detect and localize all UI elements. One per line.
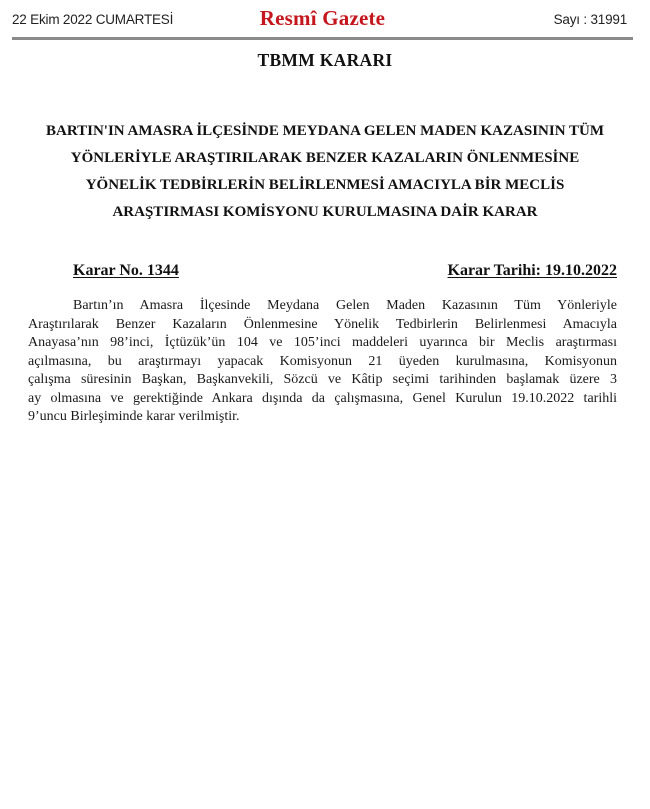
body-line: çalışma süresinin Başkan, Başkanvekili, Sözcü ve Kâtip seçimi tarihinden başlamak üzere 3 bbox=[28, 372, 617, 387]
decision-meta bbox=[73, 262, 617, 284]
section-title: TBMM KARARI bbox=[257, 50, 393, 70]
body-line: ay olmasına ve gerektiğinde Ankara dışında da çalışmasına, Genel Kurulun 19.10.2022 tarihli bbox=[28, 390, 617, 406]
body-line: Araştırılarak Benzer Kazaların Önlenmesine Yönelik Tedbirlerin Belirlenmesi Amacıyla bbox=[28, 316, 617, 332]
body-line: 9’uncu Birleşiminde karar verilmiştir. bbox=[28, 409, 240, 424]
body-line: Anayasa’nın 98’inci, İçtüzük’ün 104 ve 105’inci maddeleri uyarınca bir Meclis araştırması bbox=[28, 335, 617, 350]
issue-number: Sayı : 31991 bbox=[553, 12, 627, 27]
decision-title-line: BARTIN'IN AMASRA İLÇESİNDE MEYDANA GELEN MADEN KAZASININ TÜM bbox=[45, 123, 605, 139]
decision-body bbox=[28, 297, 617, 427]
gazette-title: Resmî Gazete bbox=[259, 6, 386, 30]
decision-title bbox=[10, 118, 640, 226]
decision-date: Karar Tarihi: 19.10.2022 bbox=[447, 262, 617, 279]
decision-title-line: YÖNELİK TEDBİRLERİN BELİRLENMESİ AMACIYLA BİR MECLİS bbox=[85, 177, 565, 193]
masthead-divider bbox=[12, 37, 633, 40]
body-line: Bartın’ın Amasra İlçesinde Meydana Gelen Maden Kazasının Tüm Yönleriyle bbox=[73, 298, 617, 313]
gazette-masthead bbox=[12, 0, 633, 40]
publication-date: 22 Ekim 2022 CUMARTESİ bbox=[12, 12, 174, 27]
decision-title-line: YÖNLERİYLE ARAŞTIRILARAK BENZER KAZALARIN ÖNLENMESİNE bbox=[70, 150, 580, 166]
decision-number: Karar No. 1344 bbox=[73, 262, 179, 279]
body-line: açılmasına, bu araştırmayı yapacak Komisyonun 21 üyeden kurulmasına, Komisyonun bbox=[28, 353, 617, 369]
decision-title-line: ARAŞTIRMASI KOMİSYONU KURULMASINA DAİR KARAR bbox=[112, 204, 538, 220]
